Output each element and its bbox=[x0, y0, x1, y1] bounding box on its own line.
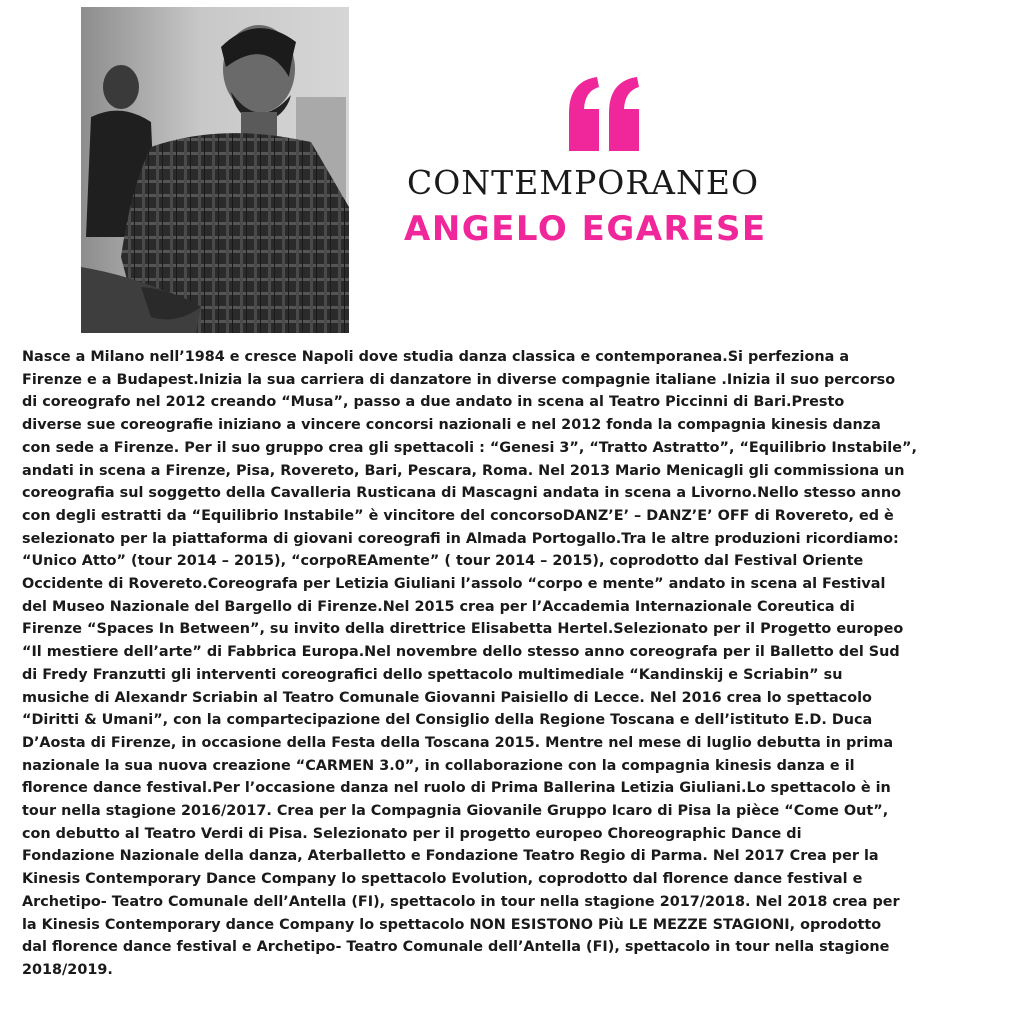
bio-line: “Diritti & Umani”, con la compartecipazione del Consiglio della Regione Toscana e dell’istituto E.D. Duca bbox=[22, 712, 873, 729]
bio-line: florence dance festival.Per l’occasione danza nel ruolo di Prima Ballerina Letizia Giuliani.Lo spettacolo è in bbox=[22, 780, 891, 797]
bio-line: “Unico Atto” (tour 2014 – 2015), “corpoREAmente” ( tour 2014 – 2015), coprodotto dal Festival Oriente bbox=[22, 553, 864, 570]
bio-line: 2018/2019. bbox=[22, 961, 113, 978]
bio-line: con sede a Firenze. Per il suo gruppo crea gli spettacoli : “Genesi 3”, “Tratto Astratto”, “Equilibrio Instabile”, bbox=[22, 439, 917, 456]
bio-line: D’Aosta di Firenze, in occasione della Festa della Toscana 2015. Mentre nel mese di luglio debutta in prima bbox=[22, 734, 894, 751]
bio-line: selezionato per la piattaforma di giovani coreografi in Almada Portogallo.Tra le altre produzioni ricordiamo: bbox=[22, 530, 899, 547]
quote-icon bbox=[563, 73, 645, 153]
portrait-photo bbox=[81, 7, 349, 333]
bio-line: tour nella stagione 2016/2017. Crea per la Compagnia Giovanile Gruppo Icaro di Pisa la pièce “Come Out”, bbox=[22, 803, 889, 820]
category-title: CONTEMPORANEO bbox=[407, 163, 760, 202]
bio-line: diverse sue coreografie iniziano a vincere concorsi nazionali e nel 2012 fonda la compagnia kinesis danza bbox=[22, 417, 881, 434]
bio-line: Nasce a Milano nell’1984 e cresce Napoli dove studia danza classica e contemporanea.Si perfeziona a bbox=[22, 349, 850, 365]
bio-line: di Fredy Franzutti gli interventi coreografici dello spettacolo multimediale “Kandinskij e Scriabin” su bbox=[22, 666, 843, 683]
bio-line: con debutto al Teatro Verdi di Pisa. Selezionato per il progetto europeo Choreographic Dance di bbox=[22, 825, 802, 842]
bio-line: “Il mestiere dell’arte” di Fabbrica Europa.Nel novembre dello stesso anno coreografa per il Balletto del Sud bbox=[22, 644, 900, 661]
bio-line: dal florence dance festival e Archetipo- Teatro Comunale dell’Antella (FI), spettacolo in tour nella stagione bbox=[22, 939, 890, 956]
bio-line: Kinesis Contemporary Dance Company lo spettacolo Evolution, coprodotto dal florence dance festival e bbox=[22, 871, 863, 888]
bio-line: Archetipo- Teatro Comunale dell’Antella (FI), spettacolo in tour nella stagione 2017/2018. Nel 2018 crea per bbox=[22, 893, 900, 910]
bio-line: del Museo Nazionale del Bargello di Firenze.Nel 2015 crea per l’Accademia Internazionale Coreutica di bbox=[22, 598, 855, 615]
portrait-illustration bbox=[81, 7, 349, 333]
bio-line: Firenze e a Budapest.Inizia la sua carriera di danzatore in diverse compagnie italiane .Inizia il suo percorso bbox=[22, 371, 896, 388]
bio-line: nazionale la sua nuova creazione “CARMEN 3.0”, in collaborazione con la compagnia kinesis danza e il bbox=[22, 757, 855, 774]
bio-line: la Kinesis Contemporary dance Company lo spettacolo NON ESISTONO Più LE MEZZE STAGIONI, oprodotto bbox=[22, 916, 882, 933]
bio-line: musiche di Alexandr Scriabin al Teatro Comunale Giovanni Paisiello di Lecce. Nel 2016 crea lo spettacolo bbox=[22, 689, 872, 706]
bio-line: coreografia sul soggetto della Cavalleria Rusticana di Mascagni andata in scena a Livorno.Nello stesso anno bbox=[22, 485, 901, 502]
artist-name: ANGELO EGARESE bbox=[404, 209, 767, 249]
bio-line: con degli estratti da “Equilibrio Instabile” è vincitore del concorsoDANZ’E’ – DANZ’E’ OFF di Rovereto, ed è bbox=[22, 507, 894, 524]
bio-line: Firenze “Spaces In Between”, su invito della direttrice Elisabetta Hertel.Selezionato per il Progetto europeo bbox=[22, 621, 904, 638]
bio-line: Fondazione Nazionale della danza, Aterballetto e Fondazione Teatro Regio di Parma. Nel 2017 Crea per la bbox=[22, 848, 879, 865]
biography bbox=[22, 346, 1012, 982]
bio-line: di coreografo nel 2012 creando “Musa”, passo a due andato in scena al Teatro Piccinni di Bari.Presto bbox=[22, 394, 845, 411]
bio-line: andati in scena a Firenze, Pisa, Rovereto, Bari, Pescara, Roma. Nel 2013 Mario Menicagli gli commissiona un bbox=[22, 462, 905, 479]
bio-line: Occidente di Rovereto.Coreografa per Letizia Giuliani l’assolo “corpo e mente” andato in scena al Festival bbox=[22, 576, 886, 593]
